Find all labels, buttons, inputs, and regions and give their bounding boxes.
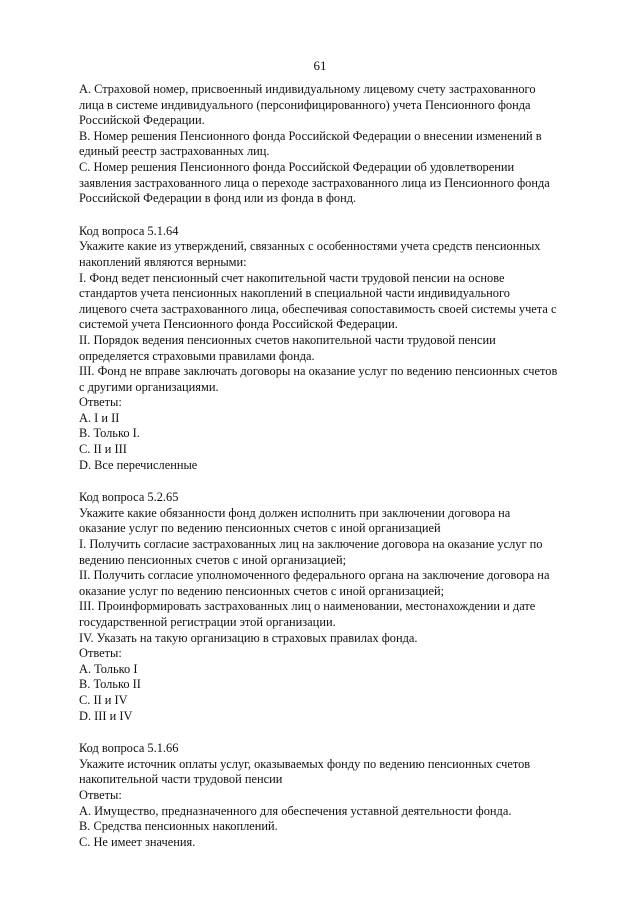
answers-label: Ответы: — [79, 787, 122, 802]
answer-option: A. Имущество, предназначенного для обеспечения уставной деятельности фонда. — [79, 803, 512, 818]
answer-option: B. Только II — [79, 677, 141, 692]
question-code: Код вопроса 5.2.65 — [79, 490, 179, 505]
intro-line: Российской Федерации в фонд или из фонда в фонд. — [79, 191, 357, 206]
intro-line: A. Страховой номер, присвоенный индивидуальному лицевому счету застрахованного — [79, 82, 536, 96]
question-line: лицевого счета застрахованного лица, обеспечивая сопоставимость своей системы учета с — [79, 301, 557, 316]
answer-option: A. I и II — [79, 410, 120, 425]
intro-line: B. Номер решения Пенсионного фонда Российской Федерации о внесении изменений в — [79, 128, 542, 143]
question-line: I. Фонд ведет пенсионный счет накопительной части трудовой пенсии на основе — [79, 270, 505, 285]
question-code: Код вопроса 5.1.64 — [79, 223, 179, 238]
answer-option: D. Все перечисленные — [79, 457, 198, 472]
question-line: ведению пенсионных счетов с иной организацией; — [79, 552, 347, 567]
question-line: II. Получить согласие уполномоченного федерального органа на заключение договора на — [79, 568, 550, 583]
answer-option: C. Не имеет значения. — [79, 834, 196, 849]
question-block-5-1-66 — [79, 741, 569, 850]
question-line: I. Получить согласие застрахованных лиц на заключение договора на оказание услуг по — [79, 537, 543, 552]
question-block-5-1-64 — [79, 224, 569, 474]
question-line: накоплений являются верными: — [79, 254, 247, 269]
answer-option: D. III и IV — [79, 708, 133, 723]
answers-label: Ответы: — [79, 646, 122, 661]
question-line: системой учета Пенсионного фонда Российской Федерации. — [79, 317, 398, 332]
question-line: Укажите какие из утверждений, связанных с особенностями учета средств пенсионных — [79, 239, 541, 254]
answer-option: B. Средства пенсионных накоплений. — [79, 819, 278, 834]
intro-answer-options — [79, 82, 569, 207]
intro-line: заявления застрахованного лица о переходе застрахованного лица из Пенсионного фонда — [79, 175, 550, 190]
question-line: оказание услуг по ведению пенсионных счетов с иной организацией — [79, 521, 441, 536]
question-block-5-2-65 — [79, 490, 569, 724]
document-content — [79, 82, 569, 850]
intro-line: единый реестр застрахованных лиц. — [79, 144, 270, 159]
question-line: Укажите источник оплаты услуг, оказываемых фонду по ведению пенсионных счетов — [79, 756, 531, 771]
question-line: стандартов учета пенсионных накоплений в специальной части индивидуального — [79, 286, 510, 301]
question-line: III. Проинформировать застрахованных лиц о наименовании, местонахождении и дате — [79, 599, 536, 614]
page-number: 61 — [313, 58, 327, 73]
question-line: оказание услуг по ведению пенсионных счетов с иной организацией; — [79, 583, 445, 598]
answer-option: A. Только I — [79, 661, 138, 676]
intro-line: C. Номер решения Пенсионного фонда Российской Федерации об удовлетворении — [79, 159, 515, 174]
question-code: Код вопроса 5.1.66 — [79, 741, 179, 756]
question-line: с другими организациями. — [79, 379, 219, 394]
question-line: IV. Указать на такую организацию в страховых правилах фонда. — [79, 630, 418, 645]
question-line: определяется страховыми правилами фонда. — [79, 348, 315, 363]
answers-label: Ответы: — [79, 395, 122, 410]
question-line: накопительной части трудовой пенсии — [79, 772, 283, 787]
question-line: государственной регистрации этой организации. — [79, 615, 336, 629]
answer-option: B. Только I. — [79, 426, 140, 441]
question-line: II. Порядок ведения пенсионных счетов накопительной части трудовой пенсии — [79, 332, 496, 347]
answer-option: C. II и III — [79, 442, 127, 457]
question-line: Укажите какие обязанности фонд должен исполнить при заключении договора на — [79, 505, 511, 520]
question-line: III. Фонд не вправе заключать договоры на оказание услуг по ведению пенсионных счетов — [79, 364, 558, 379]
answer-option: C. II и IV — [79, 692, 128, 707]
intro-line: лица в системе индивидуального (персонифицированного) учета Пенсионного фонда — [79, 97, 531, 112]
intro-line: Российской Федерации. — [79, 113, 205, 128]
